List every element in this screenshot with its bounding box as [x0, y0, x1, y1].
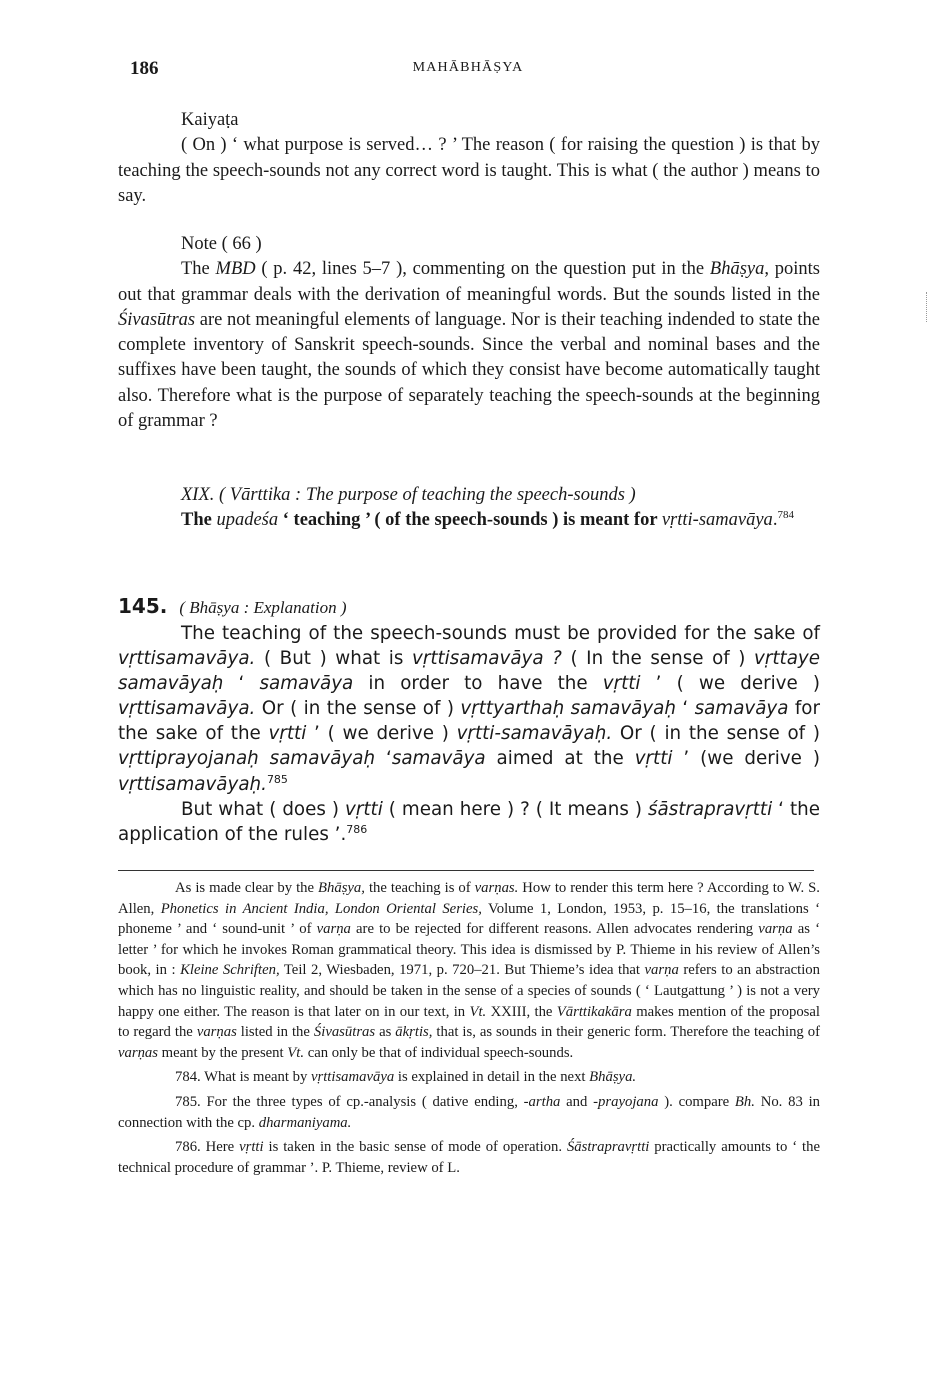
- text-run: ‘: [675, 698, 695, 720]
- varttika-heading: XIX. ( Vārttika : The purpose of teaching the speech-sounds ): [181, 485, 636, 505]
- text-run: Or ( in the sense of ): [612, 723, 821, 745]
- text-run: varṇa: [316, 921, 351, 938]
- text-run: varṇa: [758, 921, 793, 938]
- text-run: 786. Here: [175, 1139, 240, 1156]
- text-run: can only be that of individual speech-sounds.: [304, 1044, 574, 1061]
- text-run: that is, as sounds in their generic form. Therefore the teaching of: [432, 1024, 820, 1041]
- text-run: Bhāṣya,: [318, 880, 365, 896]
- text-run: Or ( in the sense of ): [255, 698, 461, 720]
- note-paragraph: The MBD ( p. 42, lines 5–7 ), commenting on the question put in the Bhāṣya, points out that grammar deals with the derivation of meaningful words. But the sounds listed in the Śivasūtras are not meaningful elements of language. Nor is their teaching indended to state the complete inventory of Sanskrit speech-sounds. Since the verbal and nominal bases and the suffixes have been taught, the sounds of which they consist have become automatically taught also. Therefore what is the purpose of separately teaching the speech-sounds at the beginning of grammar ?: [118, 259, 820, 432]
- text-run: vṛtti: [345, 798, 383, 820]
- text-run: samavāya: [391, 748, 486, 770]
- text-run: ‘: [375, 748, 392, 770]
- text-run: vṛttisamavāya.: [118, 648, 256, 670]
- text-run: practically amounts to ‘ the technical procedure of grammar ’. P. Thieme, review of L.: [118, 1139, 820, 1176]
- text-run: Śivasūtras: [313, 1024, 376, 1041]
- section-145-body: [118, 621, 820, 847]
- kaiyata-commentary: [118, 108, 820, 209]
- varttika-xix: [118, 483, 820, 534]
- text-run: 784. What is meant by: [175, 1069, 311, 1086]
- text-run: varṇa: [644, 962, 679, 979]
- footnote-ref: 786: [346, 822, 368, 836]
- text-run: Volume 1, London, 1953, p. 15–16, the translations ‘ phoneme ’ and ‘ sound-unit ’ of: [118, 900, 820, 938]
- text-run: and: [560, 1093, 594, 1110]
- text-run: meant by the present: [157, 1044, 288, 1061]
- text-run: vṛttaye samavāyaḥ: [118, 648, 820, 695]
- text-run: XXIII, the: [486, 1003, 557, 1020]
- page-number: 186: [130, 58, 159, 79]
- text-run: vṛttisamavāya: [310, 1069, 395, 1086]
- text-run: ). compare: [658, 1093, 735, 1110]
- text-run: śāstrapravṛtti: [647, 798, 773, 820]
- text-run: vṛttiprayojanaḥ samavāyaḥ: [118, 748, 376, 770]
- text-run: vṛttisamavāya.: [118, 698, 256, 720]
- text-run: aimed at the: [485, 748, 635, 770]
- text-run: varṇas.: [474, 880, 519, 896]
- text-run: varṇas: [196, 1024, 237, 1041]
- text-run: the teaching is of: [364, 880, 475, 896]
- footnote-785: [118, 1092, 820, 1133]
- text-run: ( In the sense of ): [561, 648, 755, 670]
- text-run: vṛttyarthaḥ samavāyaḥ: [460, 698, 676, 720]
- text-run: Kleine Schriften,: [180, 962, 280, 979]
- text-run: ( mean here ) ? ( It means ): [382, 798, 648, 820]
- text-run: ’ ( we derive ): [306, 723, 457, 745]
- text-run: in order to have the: [353, 673, 603, 695]
- text-run: vṛtti: [602, 673, 641, 695]
- text-run: is taken in the basic sense of mode of operation.: [263, 1139, 567, 1156]
- text-run: How to render this term here ? According to W. S. Allen,: [118, 880, 820, 917]
- text-run: listed in the: [236, 1024, 314, 1041]
- text-run: are to be rejected for different reasons. Allen advocates rendering: [350, 921, 759, 938]
- text-run: ‘: [223, 673, 260, 695]
- text-run: vṛtti: [239, 1139, 264, 1156]
- varttika-text: The upadeśa ‘ teaching ’ ( of the speech-sounds ) is meant for vṛtti-samavāya.$^{784}$: [181, 509, 794, 531]
- text-run: ‘ the application of the rules ’.: [118, 798, 820, 845]
- text-run: -prayojana: [593, 1093, 659, 1110]
- footnote-rule: [118, 870, 814, 871]
- text-run: Vt.: [287, 1044, 305, 1061]
- footnotes: [118, 878, 820, 1178]
- text-run: samavāya: [259, 673, 354, 695]
- margin-mark: [926, 292, 927, 322]
- kaiyata-label: Kaiyaṭa: [181, 110, 239, 130]
- note-label: Note ( 66 ): [181, 234, 262, 254]
- text-run: vṛttisamavāya ?: [412, 648, 562, 670]
- section-145-heading: [118, 594, 820, 618]
- footnote-784: [118, 1067, 820, 1088]
- bhasya-paragraph-1: [118, 621, 820, 797]
- text-run: varṇas: [118, 1044, 158, 1061]
- text-run: refers to an abstraction which has no linguistic reality, and should be taken in the sense of a species of sounds ( ‘ Lautgattung ’ ) is not a very happy one either. The reason is that later on in our text, in: [118, 962, 820, 1020]
- text-run: Teil 2, Wiesbaden, 1971, p. 720–21. But Thieme’s idea that: [279, 962, 645, 979]
- text-run: ( But ) what is: [255, 648, 413, 670]
- text-run: vṛtti-samavāyaḥ.: [456, 723, 613, 745]
- footnote-786: [118, 1137, 820, 1178]
- footnote-ref-784: 784: [777, 509, 794, 522]
- text-run: as: [375, 1024, 396, 1041]
- text-run: Bh.: [734, 1093, 755, 1110]
- text-run: dharmaniyama.: [258, 1114, 352, 1131]
- text-run: But what ( does ): [181, 798, 346, 820]
- text-run: No. 83 in connection with the cp.: [118, 1093, 821, 1131]
- text-run: Phonetics in Ancient India, London Oriental Series,: [160, 900, 482, 917]
- text-run: 785. For the three types of cp.-analysis ( dative ending,: [175, 1093, 524, 1110]
- bhasya-paragraph-2: [118, 797, 820, 847]
- text-run: vṛttisamavāyaḥ.: [118, 773, 267, 795]
- footnote-ref: 785: [266, 772, 288, 786]
- text-run: Bhāṣya.: [589, 1069, 637, 1086]
- text-run: is explained in detail in the next: [394, 1069, 590, 1086]
- text-run: samavāya: [694, 698, 789, 720]
- text-run: ’ (we derive ): [672, 748, 820, 770]
- text-run: Śāstrapravṛtti: [566, 1139, 650, 1156]
- text-run: ākṛtis,: [395, 1024, 433, 1041]
- text-run: vṛtti: [634, 748, 673, 770]
- section-number: 145.: [118, 594, 168, 618]
- kaiyata-text: ( On ) ‘ what purpose is served… ? ’ The reason ( for raising the question ) is that by teaching the speech-sounds not any correct word is taught. This is what ( the author ) means to say.: [118, 135, 820, 206]
- text-run: ’ ( we derive ): [640, 673, 821, 695]
- note-66: [118, 232, 820, 434]
- running-title: MAHĀBHĀṢYA: [412, 60, 524, 75]
- text-run: -artha: [523, 1093, 561, 1110]
- page-header: [118, 58, 818, 82]
- text-run: makes mention of the proposal to regard the: [118, 1003, 820, 1041]
- text-run: As is made clear by the: [175, 880, 319, 896]
- text-run: Vārttikakāra: [556, 1003, 632, 1020]
- section-title: ( Bhāṣya : Explanation ): [179, 598, 347, 617]
- text-run: Vt.: [469, 1003, 487, 1020]
- footnote-intro: [118, 878, 820, 1063]
- text-run: The teaching of the speech-sounds must be provided for the sake of: [181, 623, 820, 644]
- text-run: vṛtti: [268, 723, 307, 745]
- text-run: as ‘ letter ’ for which he invokes Roman grammatical theory. This idea is dismissed by P. Thieme in his review of Allen’s book, in :: [118, 921, 820, 979]
- text-run: for the sake of the: [118, 698, 821, 745]
